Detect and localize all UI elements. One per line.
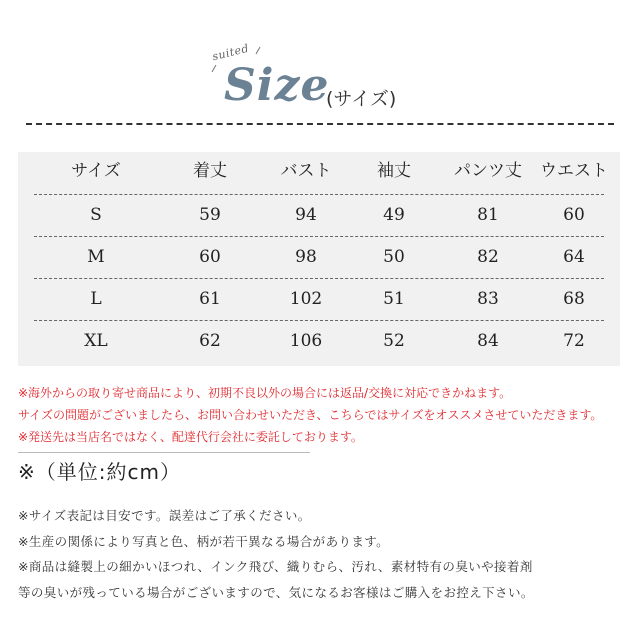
table-row: [18, 196, 620, 238]
waist-cell: 60: [563, 205, 585, 225]
header-cell: サイズ: [71, 161, 121, 181]
table-row: [18, 322, 620, 364]
length-cell: 60: [199, 247, 221, 267]
header-cell: 着丈: [193, 161, 227, 181]
header-cell: パンツ丈: [454, 161, 522, 181]
sleeve-cell: 49: [383, 205, 405, 225]
pants-length-cell: 81: [477, 205, 499, 225]
notice-returns: ※海外からの取り寄せ商品により、初期不良以外の場合には返品/交換に対応できかねます。: [18, 386, 512, 400]
size-cell: XL: [84, 331, 108, 351]
size-heading: [210, 40, 450, 120]
waist-cell: 68: [563, 289, 585, 309]
tagline-stroke: [212, 65, 217, 72]
table-header-row: [18, 152, 620, 194]
waist-cell: 72: [563, 331, 585, 351]
row-divider: [34, 194, 604, 195]
length-cell: 61: [199, 289, 221, 309]
note-product-condition: ※商品は縫製上の細かいほつれ、インク飛び、織りむら、汚れ、素材特有の臭いや接着剤: [18, 559, 533, 574]
note-color-variance: ※生産の関係により写真と色、柄が若干異なる場合があります。: [18, 534, 390, 549]
size-cell: S: [90, 205, 102, 225]
header-cell: ウエスト: [540, 161, 608, 181]
length-cell: 62: [199, 331, 221, 351]
header-cell: 袖丈: [377, 161, 411, 181]
table-row: [18, 280, 620, 322]
note-product-odor: 等の臭いが残っている場合がございますので、気になるお客様はご購入をお控え下さい。: [18, 585, 534, 600]
pants-length-cell: 84: [477, 331, 499, 351]
sleeve-cell: 50: [383, 247, 405, 267]
notice-shipping: ※発送先は当店名ではなく、配達代行会社に委託しております。: [18, 430, 363, 444]
unit-divider: [18, 452, 310, 453]
waist-cell: 64: [563, 247, 585, 267]
bust-cell: 106: [289, 331, 323, 351]
suited-tagline: suited: [210, 41, 251, 64]
note-size-guide: ※サイズ表記は目安です。誤差はご了承ください。: [18, 508, 311, 523]
sleeve-cell: 52: [383, 331, 405, 351]
row-divider: [34, 320, 604, 321]
pants-length-cell: 83: [477, 289, 499, 309]
row-divider: [34, 236, 604, 237]
unit-label: ※（単位:約cm）: [18, 460, 181, 484]
pants-length-cell: 82: [477, 247, 499, 267]
header-cell: バスト: [280, 161, 332, 181]
sleeve-cell: 51: [383, 289, 405, 309]
notice-size-inquiry: サイズの問題がございましたら、お問い合わせいただき、こちらではサイズをオススメさせていただきます。: [18, 408, 603, 422]
size-cell: L: [90, 289, 102, 309]
header-divider: [26, 123, 614, 125]
size-title: Size: [224, 60, 330, 111]
row-divider: [34, 278, 604, 279]
bust-cell: 102: [289, 289, 323, 309]
table-row: [18, 238, 620, 280]
size-subtitle: (サイズ): [326, 88, 397, 110]
bust-cell: 94: [295, 205, 317, 225]
length-cell: 59: [199, 205, 221, 225]
bust-cell: 98: [295, 247, 317, 267]
size-cell: M: [87, 247, 105, 267]
tagline-stroke: [256, 47, 261, 54]
size-table: [18, 152, 620, 366]
